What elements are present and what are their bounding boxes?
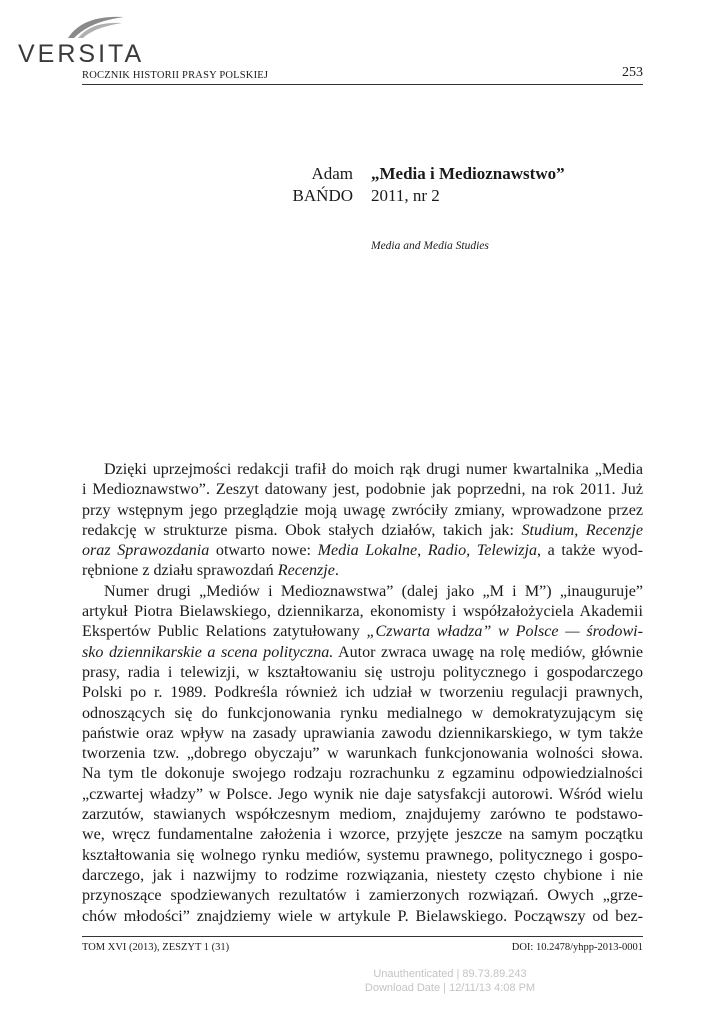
article-subtitle: Media and Media Studies	[371, 240, 489, 252]
volume-info: TOM XVI (2013), ZESZYT 1 (31)	[82, 942, 230, 953]
body-line	[82, 643, 643, 663]
watermark-line: Unauthenticated | 89.73.89.243	[373, 968, 527, 980]
body-line: przy wstępnym jego przeglądzie moją uwagę zwróciły zmiany, wprowadzone przez	[82, 501, 643, 519]
body-line	[82, 622, 643, 642]
body-text: otwarto nowe:	[209, 542, 318, 560]
body-line: „czwartej władzy” w Polsce. Jego wynik nie daje satysfakcji autorowi. Wśród wielu	[82, 785, 643, 803]
page-number: 253	[622, 65, 643, 80]
body-italic: Studium, Recenzje	[521, 521, 643, 539]
author-last-name: BAŃDO	[292, 186, 353, 205]
swoosh-logo-icon	[66, 14, 126, 40]
body-text: .	[334, 562, 339, 580]
author	[293, 163, 353, 207]
watermark-line: Download Date | 12/11/13 4:08 PM	[364, 982, 536, 994]
body-text: Autor zwraca uwagę na rolę mediów, głównie	[333, 643, 643, 661]
article-title: „Media i Medioznawstwo”	[371, 164, 565, 183]
body-line: Na tym tle dokonuje swojego rodzaju rozrachunku z egzaminu odpowiedzialności	[82, 765, 643, 783]
body-line	[82, 521, 643, 541]
article-title-block	[371, 163, 565, 207]
body-line: Polski po r. 1989. Podkreśla również ich udział w tworzeniu regulacji prawnych,	[82, 684, 643, 702]
body-line: we, wręcz fundamentalne założenia i wzorce, przyjęte jeszcze na samym początku	[82, 826, 643, 844]
body-italic: oraz Sprawozdania	[82, 542, 210, 560]
running-title: ROCZNIK HISTORII PRASY POLSKIEJ	[82, 70, 269, 81]
body-line: chów młodości” znajdziemy wiele w artykule P. Bielawskiego. Począwszy od bez-	[82, 907, 643, 925]
body-text: , a także wyod-	[537, 542, 643, 560]
body-line: tworzenia tzw. „dobrego obyczaju” w warunkach funkcjonowania wolności słowa.	[82, 745, 643, 763]
body-italic: „Czwarta władza” w Polsce — środowi-	[366, 623, 644, 641]
body-line: zarzutów, stawianych współczesnym mediom, znajdujemy zarówno te podstawo-	[82, 806, 643, 824]
body-line: prasy, radia i telewizji, w kształtowaniu się ustroju politycznego i gospodarczego	[82, 663, 643, 681]
body-line: Dzięki uprzejmości redakcji trafił do moich rąk drugi numer kwartalnika „Media	[104, 461, 643, 478]
footer-rule	[82, 936, 643, 937]
body-line: odnoszących się do funkcjonowania rynku medialnego w demokratyzującym się	[82, 704, 643, 722]
body-italic: Media Lokalne, Radio, Telewizja	[317, 542, 537, 560]
body-line: kształtowania się wolnego rynku mediów, systemu prawnego, politycznego i gospo-	[82, 846, 643, 864]
article-body	[82, 460, 643, 927]
article-issue: 2011, nr 2	[371, 186, 440, 205]
body-line: i Medioznawstwo”. Zeszyt datowany jest, podobnie jak poprzedni, na rok 2011. Już	[82, 481, 643, 499]
body-line: przynoszące spodziewanych rezultatów i zamierzonych rozwiązań. Owych „grze-	[82, 887, 643, 905]
body-text: redakcję w strukturze pisma. Obok stałych działów, takich jak:	[82, 521, 522, 539]
download-watermark	[87, 967, 726, 995]
versita-logo	[18, 14, 148, 70]
body-line: darczego, jak i nazwijmy to rodzime rozwiązania, niestety często chybione i nie	[82, 866, 643, 884]
body-line: Numer drugi „Mediów i Medioznawstwa” (dalej jako „M i M”) „inauguruje”	[104, 582, 643, 600]
body-italic: sko dziennikarskie a scena polityczna.	[82, 643, 334, 661]
body-line: artykuł Piotra Bielawskiego, dziennikarza, ekonomisty i współzałożyciela Akademii	[82, 603, 643, 621]
doi-link[interactable]: DOI: 10.2478/yhpp-2013-0001	[511, 942, 643, 953]
body-text: Ekspertów Public Relations zatytułowany	[82, 623, 367, 641]
body-line	[82, 561, 643, 581]
logo-text: VERSITA	[18, 40, 145, 68]
author-first-name: Adam	[311, 164, 353, 183]
body-italic: Recenzje	[277, 562, 335, 580]
body-line	[82, 541, 643, 561]
body-text: rębnione z działu sprawozdań	[82, 562, 278, 580]
header-rule	[82, 84, 643, 85]
body-line: państwie oraz wpływ na zasady uprawiania zawodu dziennikarskiego, w tym także	[82, 724, 643, 742]
